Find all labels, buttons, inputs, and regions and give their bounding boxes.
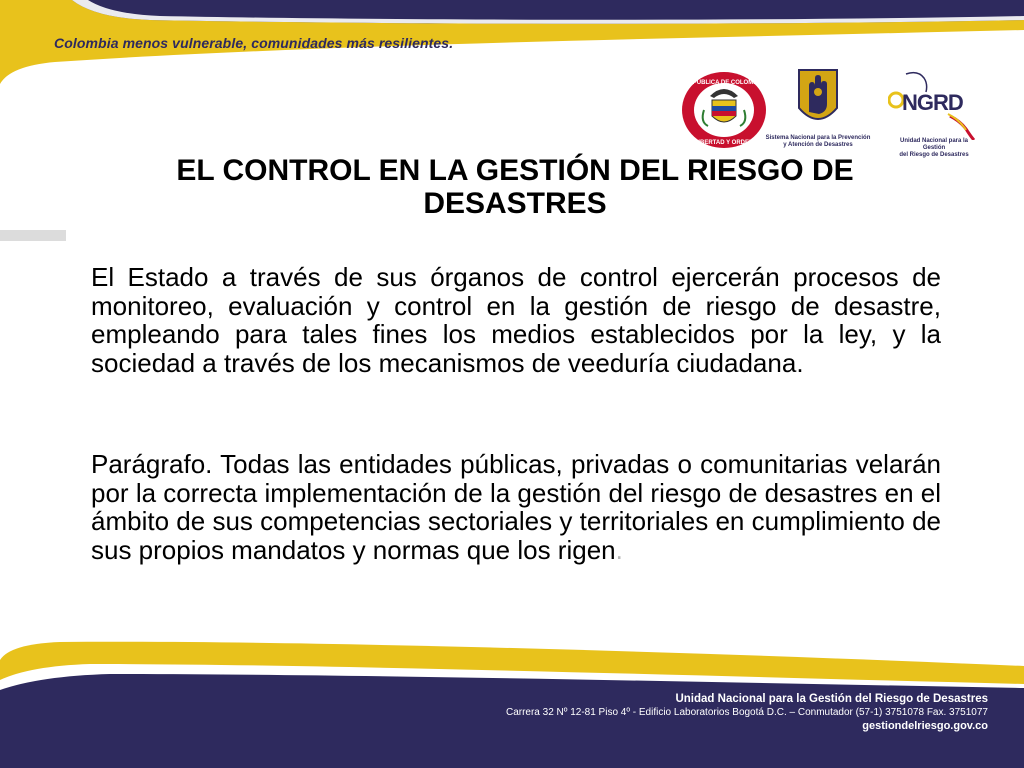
snpad-logo [757,68,879,154]
footer-address: Carrera 32 Nº 12-81 Piso 4º - Edificio Laboratorios Bogotá D.C. – Conmutador (57-1) 3751078 Fax. 3751077 [505,707,988,718]
paragraph-paragrafo [91,450,941,564]
colombia-seal-icon [680,70,768,150]
footer-contact [506,692,988,734]
svg-text:LIBERTAD Y ORDEN: LIBERTAD Y ORDEN [694,140,754,146]
hand-shield-icon [795,68,841,132]
snpad-caption: Sistema Nacional para la Prevención y Atención de Desastres [765,135,871,148]
paragraph-paragrafo-period: . [615,534,623,565]
side-tab-decoration [0,230,66,241]
paragraph-control: El Estado a través de sus órganos de control ejercerán procesos de monitoreo, evaluación y control en la gestión de riesgo de desastre, empleando para tales fines los medios establecidos por la ley, y la sociedad a través de los mecanismos de veeduría ciudadana. [91,262,941,378]
footer-website-link[interactable]: gestiondelriesgo.gov.co [862,720,988,732]
footer-org-name: Unidad Nacional para la Gestión del Riesgo de Desastres [675,693,988,705]
header-tagline: Colombia menos vulnerable, comunidades más resilientes. [54,35,454,51]
ungrd-caption: Unidad Nacional para la Gestión del Riesgo de Desastres [899,138,969,158]
ungrd-logo [888,70,984,158]
svg-text:REPÚBLICA DE COLOMBIA: REPÚBLICA DE COLOMBIA [684,80,764,86]
ungrd-wordmark: NGRD [902,90,963,115]
slide-title: EL CONTROL EN LA GESTIÓN DEL RIESGO DE DESASTRES [176,154,854,220]
paragraph-paragrafo-text: Parágrafo. Todas las entidades públicas, privadas o comunitarias velarán por la correcta implementación de la gestión del riesgo de desastres en el ámbito de sus competencias sectoriales y territoriales en cumplimiento de sus propios mandatos y normas que los rigen [91,449,941,565]
